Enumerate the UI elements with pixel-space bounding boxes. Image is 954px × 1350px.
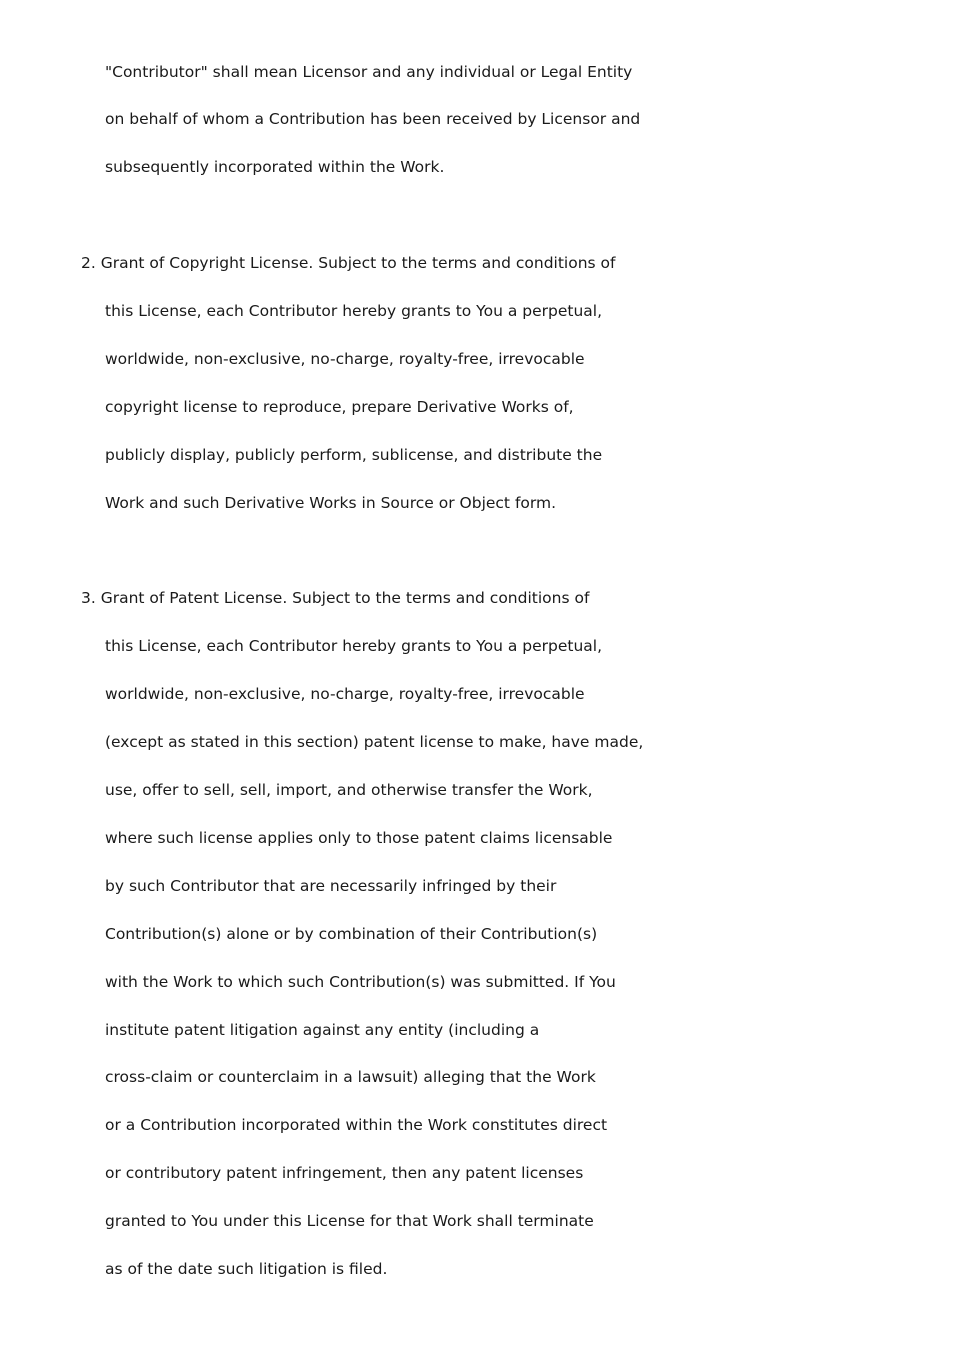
text-line: with the Work to which such Contribution(s) was submitted. If You <box>105 973 616 991</box>
text-line: Contribution(s) alone or by combination of their Contribution(s) <box>105 925 598 943</box>
text-line: Work and such Derivative Works in Source or Object form. <box>105 494 557 512</box>
section-heading-line: 2. Grant of Copyright License. Subject to the terms and conditions of <box>81 254 616 272</box>
text-line: this License, each Contributor hereby grants to You a perpetual, <box>105 637 603 655</box>
section-heading-line: 3. Grant of Patent License. Subject to the terms and conditions of <box>81 589 590 607</box>
text-line: copyright license to reproduce, prepare Derivative Works of, <box>105 398 574 416</box>
text-line: subsequently incorporated within the Work. <box>105 158 445 176</box>
text-line: this License, each Contributor hereby grants to You a perpetual, <box>105 302 603 320</box>
text-line: by such Contributor that are necessarily infringed by their <box>105 877 557 895</box>
text-line: where such license applies only to those patent claims licensable <box>105 829 613 847</box>
text-line: or a Contribution incorporated within the Work constitutes direct <box>105 1116 608 1134</box>
text-line: publicly display, publicly perform, sublicense, and distribute the <box>105 446 603 464</box>
text-line: worldwide, non-exclusive, no-charge, royalty-free, irrevocable <box>105 685 585 703</box>
text-line: cross-claim or counterclaim in a lawsuit) alleging that the Work <box>105 1068 596 1086</box>
text-line: (except as stated in this section) patent license to make, have made, <box>105 733 644 751</box>
text-line: worldwide, non-exclusive, no-charge, royalty-free, irrevocable <box>105 350 585 368</box>
text-line: "Contributor" shall mean Licensor and any individual or Legal Entity <box>105 63 633 81</box>
text-line: use, offer to sell, sell, import, and otherwise transfer the Work, <box>105 781 593 799</box>
text-line: or contributory patent infringement, then any patent licenses <box>105 1164 584 1182</box>
text-line: institute patent litigation against any entity (including a <box>105 1021 540 1039</box>
text-line: on behalf of whom a Contribution has been received by Licensor and <box>105 110 641 128</box>
text-line: as of the date such litigation is filed. <box>105 1260 388 1278</box>
text-line: granted to You under this License for that Work shall terminate <box>105 1212 594 1230</box>
